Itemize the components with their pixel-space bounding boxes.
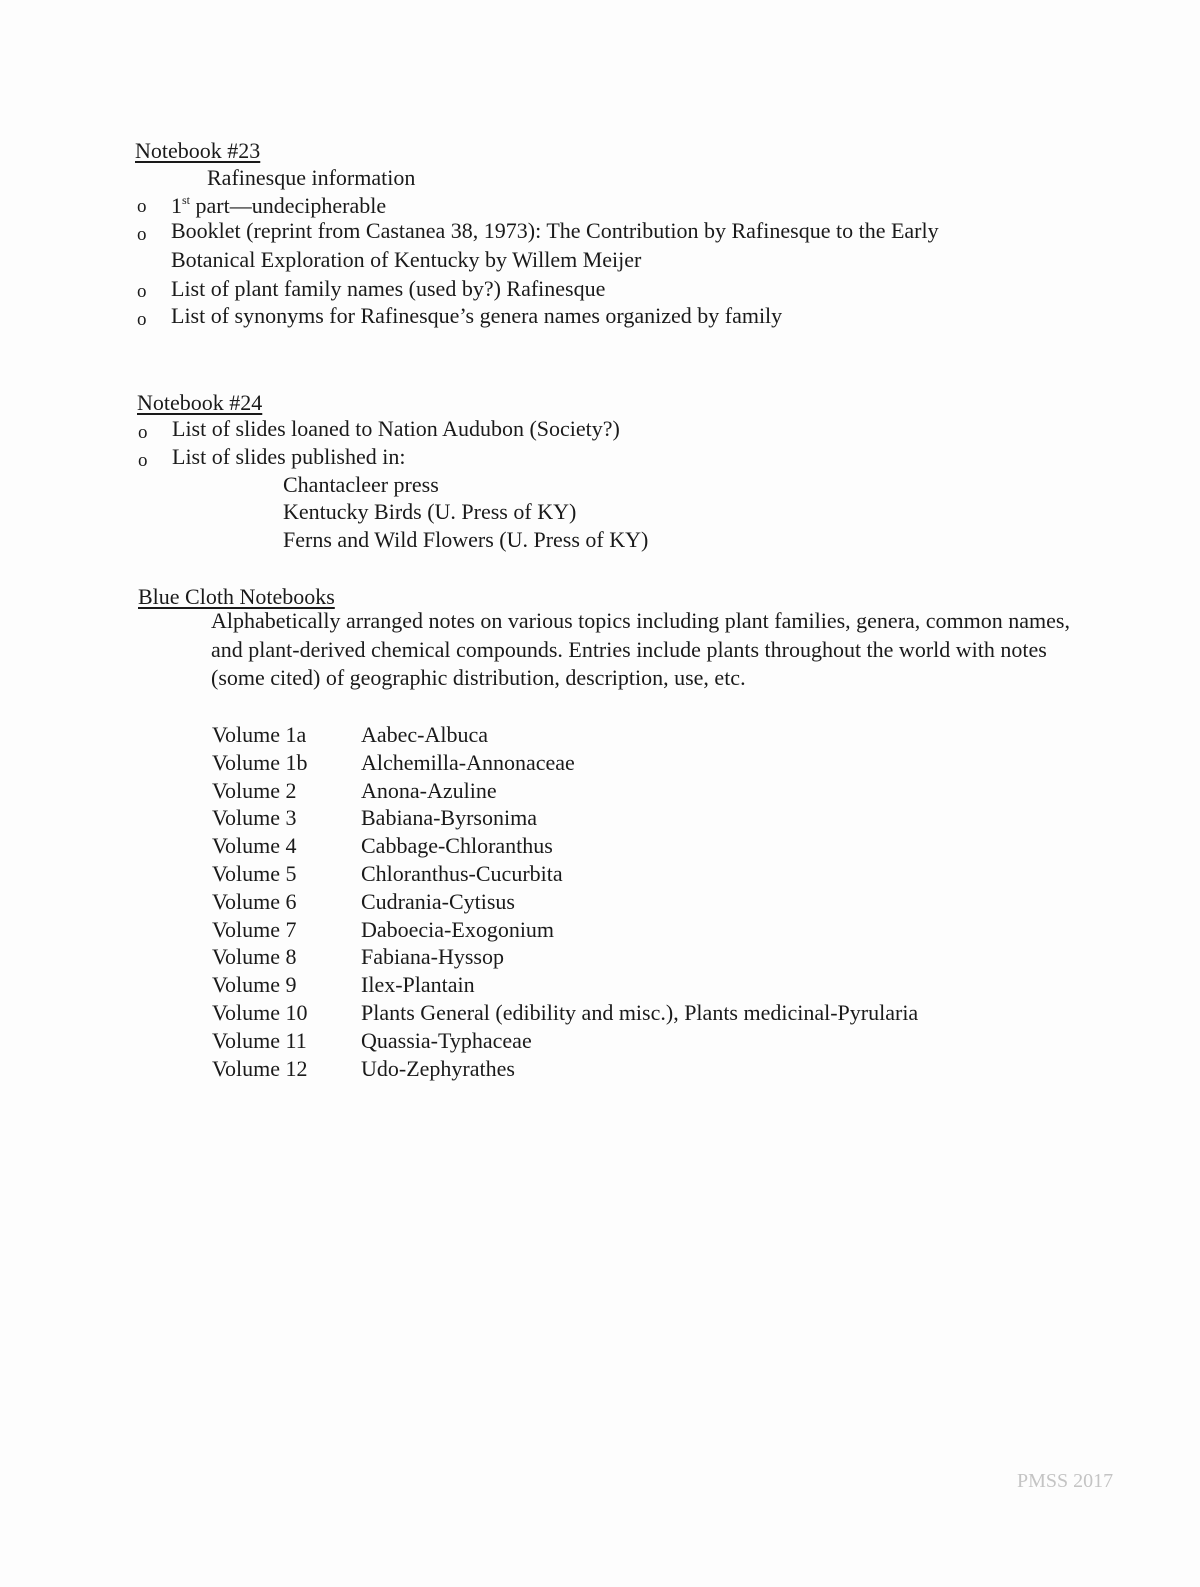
list-item: List of synonyms for Rafinesque’s genera names organized by family bbox=[171, 303, 783, 328]
publisher-item: Ferns and Wild Flowers (U. Press of KY) bbox=[283, 527, 649, 552]
volume-row bbox=[212, 804, 918, 832]
volume-label: Volume 10 bbox=[212, 999, 308, 1025]
volume-row bbox=[212, 832, 918, 860]
volume-label: Volume 6 bbox=[212, 888, 297, 914]
volume-range: Udo-Zephyrathes bbox=[361, 1055, 515, 1081]
volume-row bbox=[212, 777, 918, 805]
volume-label: Volume 7 bbox=[212, 916, 297, 942]
volume-label: Volume 1a bbox=[212, 722, 307, 747]
blue-cloth-heading: Blue Cloth Notebooks bbox=[138, 584, 335, 609]
volume-range: Cudrania-Cytisus bbox=[361, 888, 515, 914]
volume-row bbox=[212, 1027, 918, 1055]
volume-label: Volume 8 bbox=[212, 944, 297, 970]
bullet-icon: o bbox=[137, 196, 147, 217]
volume-range: Ilex-Plantain bbox=[361, 972, 475, 998]
volume-row bbox=[212, 860, 918, 888]
blue-cloth-description: Alphabetically arranged notes on various topics including plant families, genera, common names, and plant-derived chemical compounds. Entries include plants throughout the world with notes (some cited) of geographic distribution, description, use, etc. bbox=[211, 608, 1070, 690]
volume-row bbox=[212, 721, 918, 749]
volume-range: Daboecia-Exogonium bbox=[361, 916, 555, 942]
volume-row bbox=[212, 1055, 918, 1083]
volume-label: Volume 5 bbox=[212, 860, 297, 886]
volume-row bbox=[212, 971, 918, 999]
notebook-23-subheading: Rafinesque information bbox=[207, 165, 416, 190]
list-item: 1st part—undecipherable bbox=[171, 193, 387, 218]
volume-row bbox=[212, 749, 918, 777]
volume-range: Chloranthus-Cucurbita bbox=[361, 860, 563, 886]
volume-label: Volume 1b bbox=[212, 749, 308, 775]
volume-label: Volume 4 bbox=[212, 833, 297, 859]
list-item-continuation: Botanical Exploration of Kentucky by Willem Meijer bbox=[171, 247, 642, 272]
volume-label: Volume 12 bbox=[212, 1055, 308, 1081]
volume-range: Babiana-Byrsonima bbox=[361, 805, 537, 831]
volume-label: Volume 3 bbox=[212, 805, 297, 831]
volume-range: Alchemilla-Annonaceae bbox=[361, 749, 575, 775]
volume-range: Aabec-Albuca bbox=[361, 722, 489, 747]
list-item: List of plant family names (used by?) Rafinesque bbox=[171, 276, 606, 301]
notebook-23-heading: Notebook #23 bbox=[135, 138, 261, 163]
bullet-icon: o bbox=[138, 450, 148, 471]
volume-label: Volume 9 bbox=[212, 972, 297, 998]
volume-row bbox=[212, 916, 918, 944]
list-item: List of slides published in: bbox=[172, 444, 406, 469]
volume-list bbox=[212, 721, 918, 1082]
list-item: List of slides loaned to Nation Audubon (Society?) bbox=[172, 416, 620, 441]
volume-row bbox=[212, 943, 918, 971]
volume-row bbox=[212, 888, 918, 916]
volume-range: Cabbage-Chloranthus bbox=[361, 833, 553, 859]
bullet-icon: o bbox=[137, 309, 147, 330]
bullet-icon: o bbox=[137, 281, 147, 302]
volume-range: Anona-Azuline bbox=[361, 777, 497, 803]
publisher-item: Chantacleer press bbox=[283, 472, 439, 497]
list-item: Booklet (reprint from Castanea 38, 1973): The Contribution by Rafinesque to the Early bbox=[171, 218, 939, 243]
volume-label: Volume 2 bbox=[212, 777, 297, 803]
bullet-icon: o bbox=[137, 224, 147, 245]
publisher-item: Kentucky Birds (U. Press of KY) bbox=[283, 499, 577, 524]
volume-range: Quassia-Typhaceae bbox=[361, 1027, 532, 1053]
volume-range: Plants General (edibility and misc.), Plants medicinal-Pyrularia bbox=[361, 999, 919, 1025]
volume-label: Volume 11 bbox=[212, 1027, 307, 1053]
volume-range: Fabiana-Hyssop bbox=[361, 944, 504, 970]
volume-row bbox=[212, 999, 918, 1027]
watermark: PMSS 2017 bbox=[1017, 1470, 1114, 1492]
notebook-24-heading: Notebook #24 bbox=[137, 390, 263, 415]
bullet-icon: o bbox=[138, 422, 148, 443]
